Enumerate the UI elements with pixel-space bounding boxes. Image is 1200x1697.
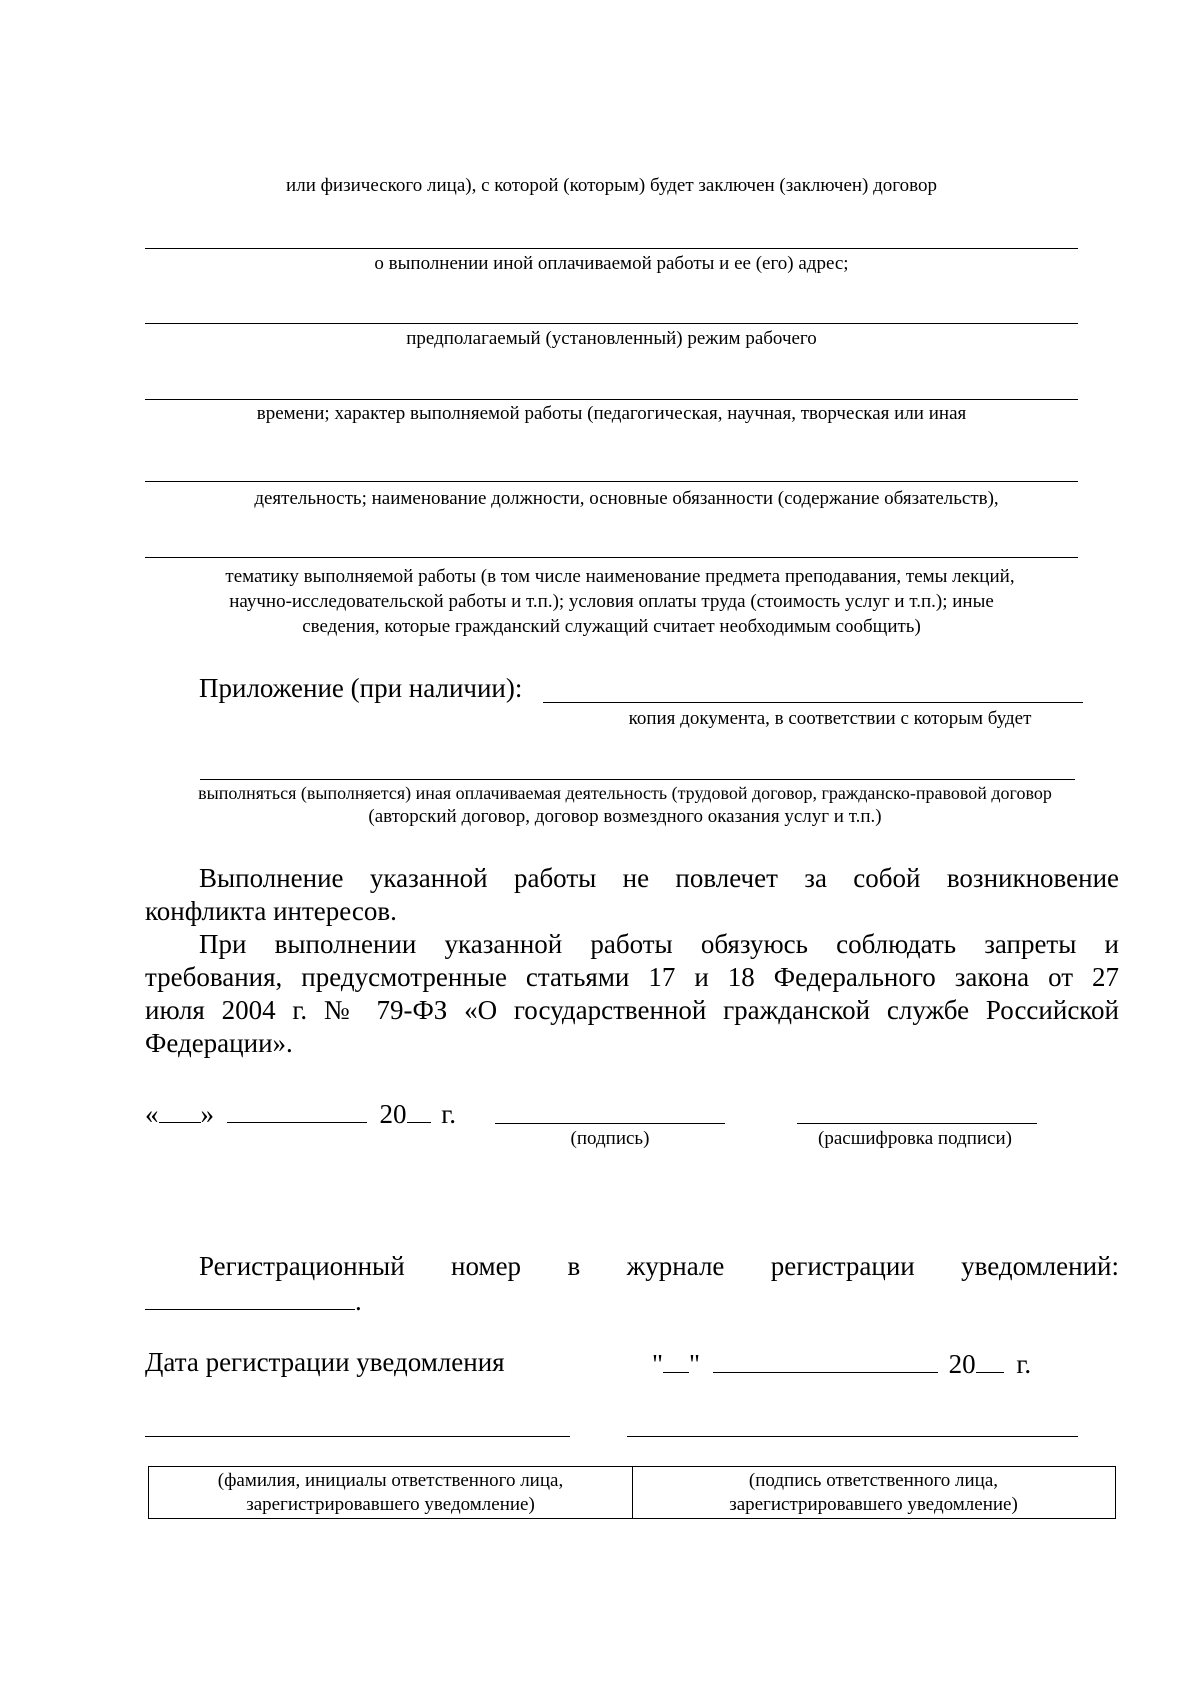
statement-2-line-2: требования, предусмотренные статьями 17 и 18 Федерального закона от 27 <box>145 962 1119 992</box>
attachment-hint-3: (авторский договор, договор возмездного оказания услуг и т.п.) <box>368 806 882 827</box>
hint-topics-1: тематику выполняемой работы (в том числе наименование предмета преподавания, темы лекций, <box>225 566 1015 587</box>
responsible-name-caption-line-2: зарегистрировавшего уведомление) <box>246 1493 535 1515</box>
blank-line-1[interactable] <box>145 248 1078 249</box>
statement-2-line-1: При выполнении указанной работы обязуюсь соблюдать запреты и <box>199 929 1119 959</box>
day-blank[interactable] <box>159 1096 201 1123</box>
responsible-signature-caption-line-2: зарегистрировавшего уведомление) <box>729 1493 1018 1515</box>
responsible-name-line[interactable] <box>145 1436 570 1437</box>
statement-2-line-4: Федерации». <box>145 1028 293 1058</box>
responsible-signature-caption <box>633 1467 1114 1518</box>
hint-topics-2: научно-исследовательской работы и т.п.); условия оплаты труда (стоимость услуг и т.п.); иные <box>229 591 994 612</box>
hint-work-mode: предполагаемый (установленный) режим рабочего <box>406 328 817 349</box>
statement-1-line-1: Выполнение указанной работы не повлечет за собой возникновение <box>199 863 1119 893</box>
attachment-input-line[interactable] <box>543 702 1083 703</box>
responsible-name-caption-line-1: (фамилия, инициалы ответственного лица, <box>217 1469 564 1491</box>
hint-org-contract: или физического лица), с которой (которым) будет заключен (заключен) договор <box>286 175 937 196</box>
registration-number-dot: . <box>355 1286 362 1316</box>
reg-year-suffix: г. <box>1016 1349 1032 1379</box>
signature-caption: (подпись) <box>570 1128 650 1149</box>
attachment-blank-line[interactable] <box>200 779 1075 780</box>
statement-2-line-3: июля 2004 г. № 79-ФЗ «О государственной гражданской службе Российской <box>145 995 1119 1025</box>
year-suffix: г. <box>441 1099 457 1129</box>
decoding-line[interactable] <box>797 1123 1037 1124</box>
responsible-name-caption <box>149 1467 633 1518</box>
reg-date-open-quote: " <box>652 1349 664 1379</box>
reg-month-blank[interactable] <box>713 1346 938 1373</box>
month-blank[interactable] <box>227 1096 367 1123</box>
responsible-caption-table <box>148 1466 1116 1519</box>
responsible-signature-caption-line-1: (подпись ответственного лица, <box>748 1469 999 1491</box>
blank-line-4[interactable] <box>145 481 1078 482</box>
blank-line-5[interactable] <box>145 557 1078 558</box>
date-signature-row <box>145 1096 456 1131</box>
registration-date-row <box>652 1346 1031 1381</box>
signature-line[interactable] <box>495 1123 725 1124</box>
date-open-quote: « <box>145 1099 159 1129</box>
date-close-quote: » <box>200 1099 214 1129</box>
reg-year-blank[interactable] <box>976 1346 1004 1373</box>
blank-line-2[interactable] <box>145 323 1078 324</box>
reg-date-close-quote: " <box>689 1349 701 1379</box>
hint-position-duties: деятельность; наименование должности, основные обязанности (содержание обязательств), <box>254 488 999 509</box>
decoding-caption: (расшифровка подписи) <box>818 1128 1012 1149</box>
hint-address: о выполнении иной оплачиваемой работы и ее (его) адрес; <box>374 253 849 274</box>
attachment-label: Приложение (при наличии): <box>199 673 523 703</box>
hint-topics-3: сведения, которые гражданский служащий считает необходимым сообщить) <box>302 616 921 637</box>
year-prefix: 20 <box>379 1099 407 1129</box>
year-blank[interactable] <box>407 1096 431 1123</box>
reg-day-blank[interactable] <box>663 1346 689 1373</box>
registration-number-blank[interactable] <box>145 1283 355 1310</box>
registration-date-label: Дата регистрации уведомления <box>145 1347 505 1377</box>
registration-number-row <box>145 1283 362 1318</box>
attachment-hint-1: копия документа, в соответствии с которым будет <box>628 708 1032 729</box>
reg-year-prefix: 20 <box>948 1349 976 1379</box>
blank-line-3[interactable] <box>145 399 1078 400</box>
hint-work-character: времени; характер выполняемой работы (педагогическая, научная, творческая или иная <box>256 403 967 424</box>
statement-1-line-2: конфликта интересов. <box>145 896 397 926</box>
responsible-signature-line[interactable] <box>627 1436 1078 1437</box>
attachment-hint-2: выполняться (выполняется) иная оплачиваемая деятельность (трудовой договор, гражданско-правовой договор <box>198 783 1052 803</box>
registration-number-label: Регистрационный номер в журнале регистрации уведомлений: <box>199 1251 1119 1281</box>
